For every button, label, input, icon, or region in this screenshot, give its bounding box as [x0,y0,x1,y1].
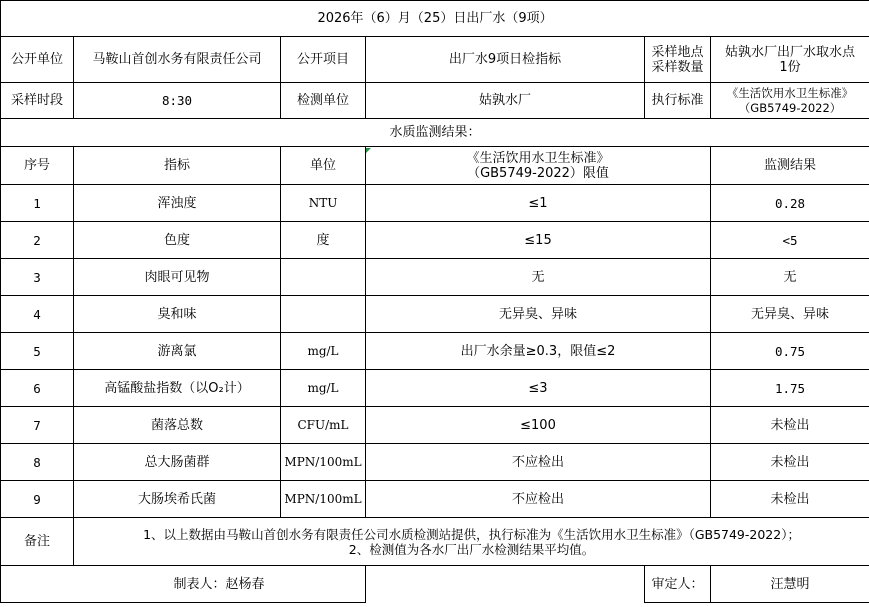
col-unit-header[interactable]: 单位 [281,147,366,185]
publish-unit-value[interactable]: 马鞍山首创水务有限责任公司 [74,37,281,83]
comment-indicator-icon [366,148,371,153]
row-limit[interactable]: ≤3 [366,370,711,407]
table-row [1,333,869,370]
row-limit[interactable]: 不应检出 [366,481,711,518]
row-result[interactable]: 无 [711,259,869,296]
row-indicator[interactable]: 高锰酸盐指数（以O₂计） [74,370,281,407]
notes-row [1,518,869,566]
test-unit-label[interactable]: 检测单位 [281,83,366,119]
sampling-values-cell[interactable] [711,37,869,83]
test-unit-value[interactable]: 姑孰水厂 [366,83,645,119]
row-unit[interactable]: mg/L [281,370,366,407]
row-unit[interactable]: MPN/100mL [281,481,366,518]
row-unit[interactable]: NTU [281,185,366,222]
publish-unit-label[interactable]: 公开单位 [1,37,74,83]
row-index[interactable]: 8 [1,444,74,481]
table-row [1,222,869,259]
row-indicator[interactable]: 大肠埃希氏菌 [74,481,281,518]
row-unit[interactable]: mg/L [281,333,366,370]
publish-item-label[interactable]: 公开项目 [281,37,366,83]
row-result[interactable]: <5 [711,222,869,259]
sampling-place-value: 姑孰水厂出厂水取水点 [725,44,856,60]
col-result-header[interactable]: 监测结果 [711,147,869,185]
row-indicator[interactable]: 肉眼可见物 [74,259,281,296]
standard-label[interactable]: 执行标准 [645,83,711,119]
row-indicator[interactable]: 浑浊度 [74,185,281,222]
row-result[interactable]: 0.75 [711,333,869,370]
row-unit[interactable] [281,259,366,296]
row-index[interactable]: 4 [1,296,74,333]
table-row [1,296,869,333]
standard-value-line2: （GB5749-2022） [738,100,842,115]
row-limit[interactable]: ≤15 [366,222,711,259]
row-indicator[interactable]: 臭和味 [74,296,281,333]
row-index[interactable]: 5 [1,333,74,370]
row-unit[interactable] [281,296,366,333]
row-result[interactable]: 1.75 [711,370,869,407]
row-result[interactable]: 未检出 [711,444,869,481]
table-row [1,185,869,222]
notes-line1: 1、以上数据由马鞍山首创水务有限责任公司水质检测站提供，执行标准为《生活饮用水卫生标准》（GB5749-2022）； [143,526,800,542]
row-index[interactable]: 9 [1,481,74,518]
standard-value-line1: 《生活饮用水卫生标准》 [726,85,854,100]
row-index[interactable]: 7 [1,407,74,444]
col-limit-header[interactable] [366,147,711,185]
row-unit[interactable]: 度 [281,222,366,259]
sampling-time-value[interactable]: 8:30 [74,83,281,119]
footer-spacer [366,566,645,603]
row-result[interactable]: 0.28 [711,185,869,222]
row-unit[interactable]: CFU/mL [281,407,366,444]
col-limit-line2: （GB5749-2022）限值 [467,165,609,181]
row-indicator[interactable]: 游离氯 [74,333,281,370]
info-row-2 [1,83,869,119]
row-limit[interactable]: 出厂水余量≥0.3，限值≤2 [366,333,711,370]
sampling-place-label: 采样地点 [651,44,704,60]
title-row [1,1,869,37]
row-index[interactable]: 2 [1,222,74,259]
row-index[interactable]: 3 [1,259,74,296]
row-result[interactable]: 无异臭、异味 [711,296,869,333]
col-indicator-header[interactable]: 指标 [74,147,281,185]
row-limit[interactable]: 不应检出 [366,444,711,481]
row-index[interactable]: 6 [1,370,74,407]
sheet-title[interactable]: 2026年（6）月（25）日出厂水（9项） [1,1,869,37]
sampling-count-value: 1份 [779,59,801,75]
table-row [1,370,869,407]
sampling-count-label: 采样数量 [651,59,704,75]
row-index[interactable]: 1 [1,185,74,222]
row-limit[interactable]: 无 [366,259,711,296]
column-header-row [1,147,869,185]
standard-value-cell[interactable] [711,83,869,119]
table-row [1,259,869,296]
section-title[interactable]: 水质监测结果： [1,119,869,147]
row-indicator[interactable]: 菌落总数 [74,407,281,444]
footer-row [1,566,869,603]
notes-cell[interactable] [74,518,869,566]
reviewed-by-name[interactable]: 汪慧明 [711,566,869,603]
row-indicator[interactable]: 总大肠菌群 [74,444,281,481]
row-indicator[interactable]: 色度 [74,222,281,259]
prepared-by[interactable]: 制表人：赵杨春 [1,566,366,603]
col-limit-line1: 《生活饮用水卫生标准》 [466,150,610,166]
publish-item-value[interactable]: 出厂水9项日检指标 [366,37,645,83]
table-row [1,481,869,518]
notes-line2: 2、检测值为各水厂出厂水检测结果平均值。 [348,541,595,557]
sampling-time-label[interactable]: 采样时段 [1,83,74,119]
table-row [1,407,869,444]
row-result[interactable]: 未检出 [711,407,869,444]
col-index-header[interactable]: 序号 [1,147,74,185]
row-unit[interactable]: MPN/100mL [281,444,366,481]
row-result[interactable]: 未检出 [711,481,869,518]
sampling-labels-cell[interactable] [645,37,711,83]
row-limit[interactable]: ≤1 [366,185,711,222]
row-limit[interactable]: 无异臭、异味 [366,296,711,333]
reviewed-by-label[interactable]: 审定人： [645,566,711,603]
notes-label[interactable]: 备注 [1,518,74,566]
row-limit[interactable]: ≤100 [366,407,711,444]
info-row-1 [1,37,869,83]
table-row [1,444,869,481]
section-row [1,119,869,147]
